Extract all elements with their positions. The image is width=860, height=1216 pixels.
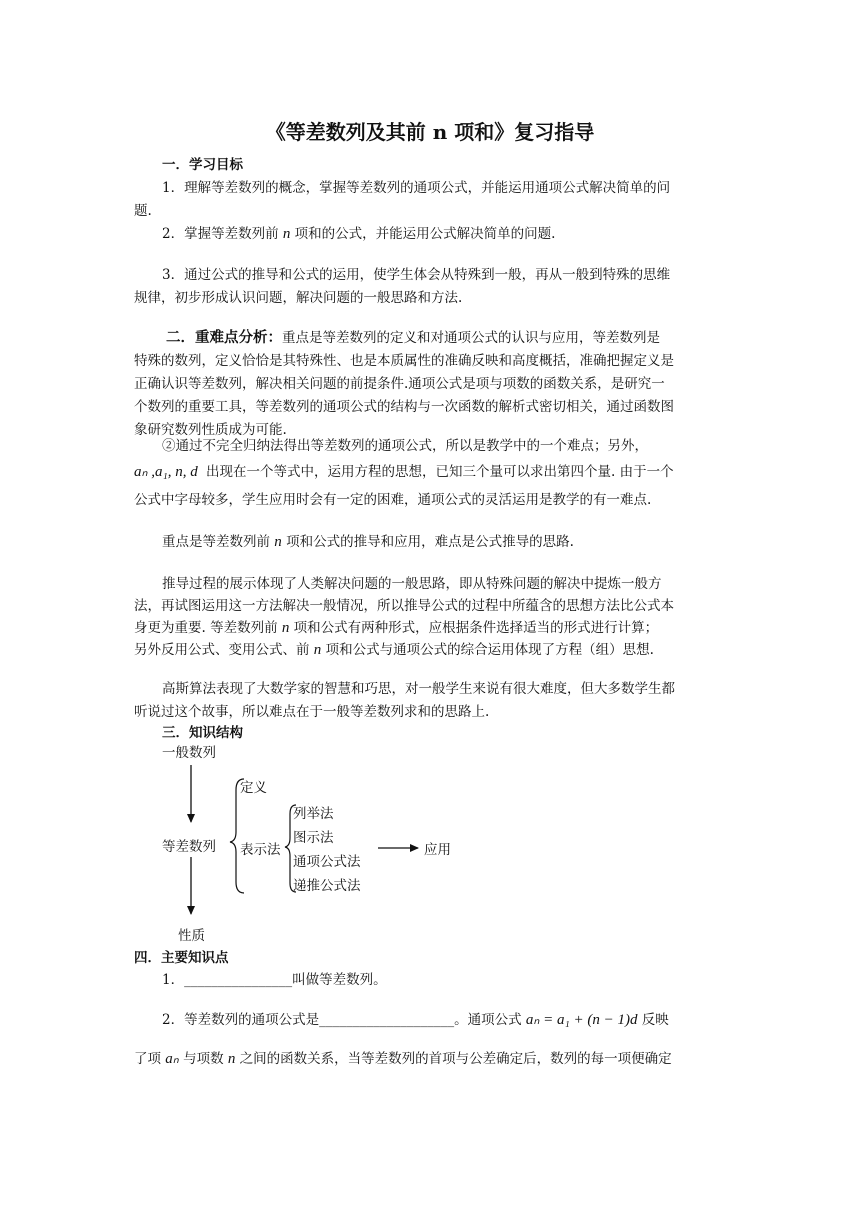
derivation-line-1: 推导过程的展示体现了人类解决问题的一般思路，即从特殊问题的解决中提炼一般方 [162,576,662,592]
node-arithmetic-sequence: 等差数列 [162,839,216,855]
gauss-line-2: 听说过这个故事，所以难点在于一般等差数列求和的思路上. [134,704,490,720]
section-heading-structure: 三．知识结构 [162,725,243,741]
key-points-line-2: 特殊的数列，定义恰恰是其特殊性、也是本质属性的准确反映和高度概括，准确把握定义是 [134,353,674,369]
node-properties: 性质 [178,928,205,944]
goal-3-line-1: 3．通过公式的推导和公式的运用，使学生体会从特殊到一般，再从一般到特殊的思维 [162,267,671,283]
derivation-line-4: 另外反用公式、变用公式、前 n 项和公式与通项公式的综合运用体现了方程（组）思想. [134,642,654,658]
difficulty-line-3: 公式中字母较多，学生应用时会有一定的困难，通项公式的灵活运用是教学的有一难点. [134,492,652,508]
node-listing: 列举法 [293,806,334,822]
key-points-line-4: 个数列的重要工具，等差数列的通项公式的结构与一次函数的解析式密切相关，通过函数图 [134,399,674,415]
difficulty-line-1: ②通过不完全归纳法得出等差数列的通项公式，所以是教学中的一个难点；另外， [162,438,648,454]
node-general-term: 通项公式法 [293,854,361,870]
node-application: 应用 [424,842,451,858]
focus-line: 重点是等差数列前 n 项和公式的推导和应用，难点是公式推导的思路. [162,534,574,550]
goal-1-line-1: 1．理解等差数列的概念，掌握等差数列的通项公式，并能运用通项公式解决简单的问 [162,180,671,196]
difficulty-line-2: aₙ ,a₁, n, d 出现在一个等式中，运用方程的思想，已知三个量可以求出第四个量. 由于一个 [134,464,674,480]
derivation-line-2: 法，再试图运用这一方法解决一般情况，所以推导公式的过程中所蕴含的思想方法比公式本 [134,598,674,614]
knowledge-item-1: 1．________________叫做等差数列。 [162,972,387,988]
goal-1-line-2: 题. [134,203,152,219]
blank-2: ____________________ [319,1012,455,1028]
section-heading-key-points: 二．重难点分析： [166,330,282,346]
blank-1: ________________ [184,972,293,988]
key-points-line-3: 正确认识等差数列，解决相关问题的前提条件.通项公式是项与项数的函数关系，是研究一 [134,376,665,392]
variables-formula: aₙ ,a₁, n, d [134,464,198,480]
goal-2: 2．掌握等差数列前 n 项和的公式，并能运用公式解决简单的问题. [162,226,556,242]
knowledge-item-2: 2．等差数列的通项公式是____________________。通项公式 aₙ = a₁ + (n − 1)d 反映 [162,1012,669,1028]
node-recursive: 递推公式法 [293,878,361,894]
section-heading-knowledge: 四．主要知识点 [134,950,229,966]
node-representation: 表示法 [240,842,281,858]
node-general-sequence: 一般数列 [162,745,216,761]
key-points-line-1: 二．重难点分析：重点是等差数列的定义和对通项公式的认识与应用，等差数列是 [166,330,660,346]
goal-3-line-2: 规律，初步形成认识问题，解决问题的一般思路和方法. [134,290,463,306]
gauss-line-1: 高斯算法表现了大数学家的智慧和巧思，对一般学生来说有很大难度，但大多数学生都 [162,681,675,697]
section-heading-goals: 一．学习目标 [162,157,243,173]
node-definition: 定义 [240,780,267,796]
node-graph: 图示法 [293,830,334,846]
document-title: 《等差数列及其前 n 项和》复习指导 [265,120,595,144]
knowledge-item-2-cont: 了项 aₙ 与项数 n 之间的函数关系，当等差数列的首项与公差确定后，数列的每一项便确定 [134,1051,672,1067]
derivation-line-3: 身更为重要. 等差数列前 n 项和公式有两种形式，应根据条件选择适当的形式进行计算； [134,620,659,636]
general-term-formula: aₙ = a₁ + (n − 1)d [525,1012,638,1028]
key-points-line-5: 象研究数列性质成为可能. [134,422,287,438]
brace-large [230,779,244,893]
